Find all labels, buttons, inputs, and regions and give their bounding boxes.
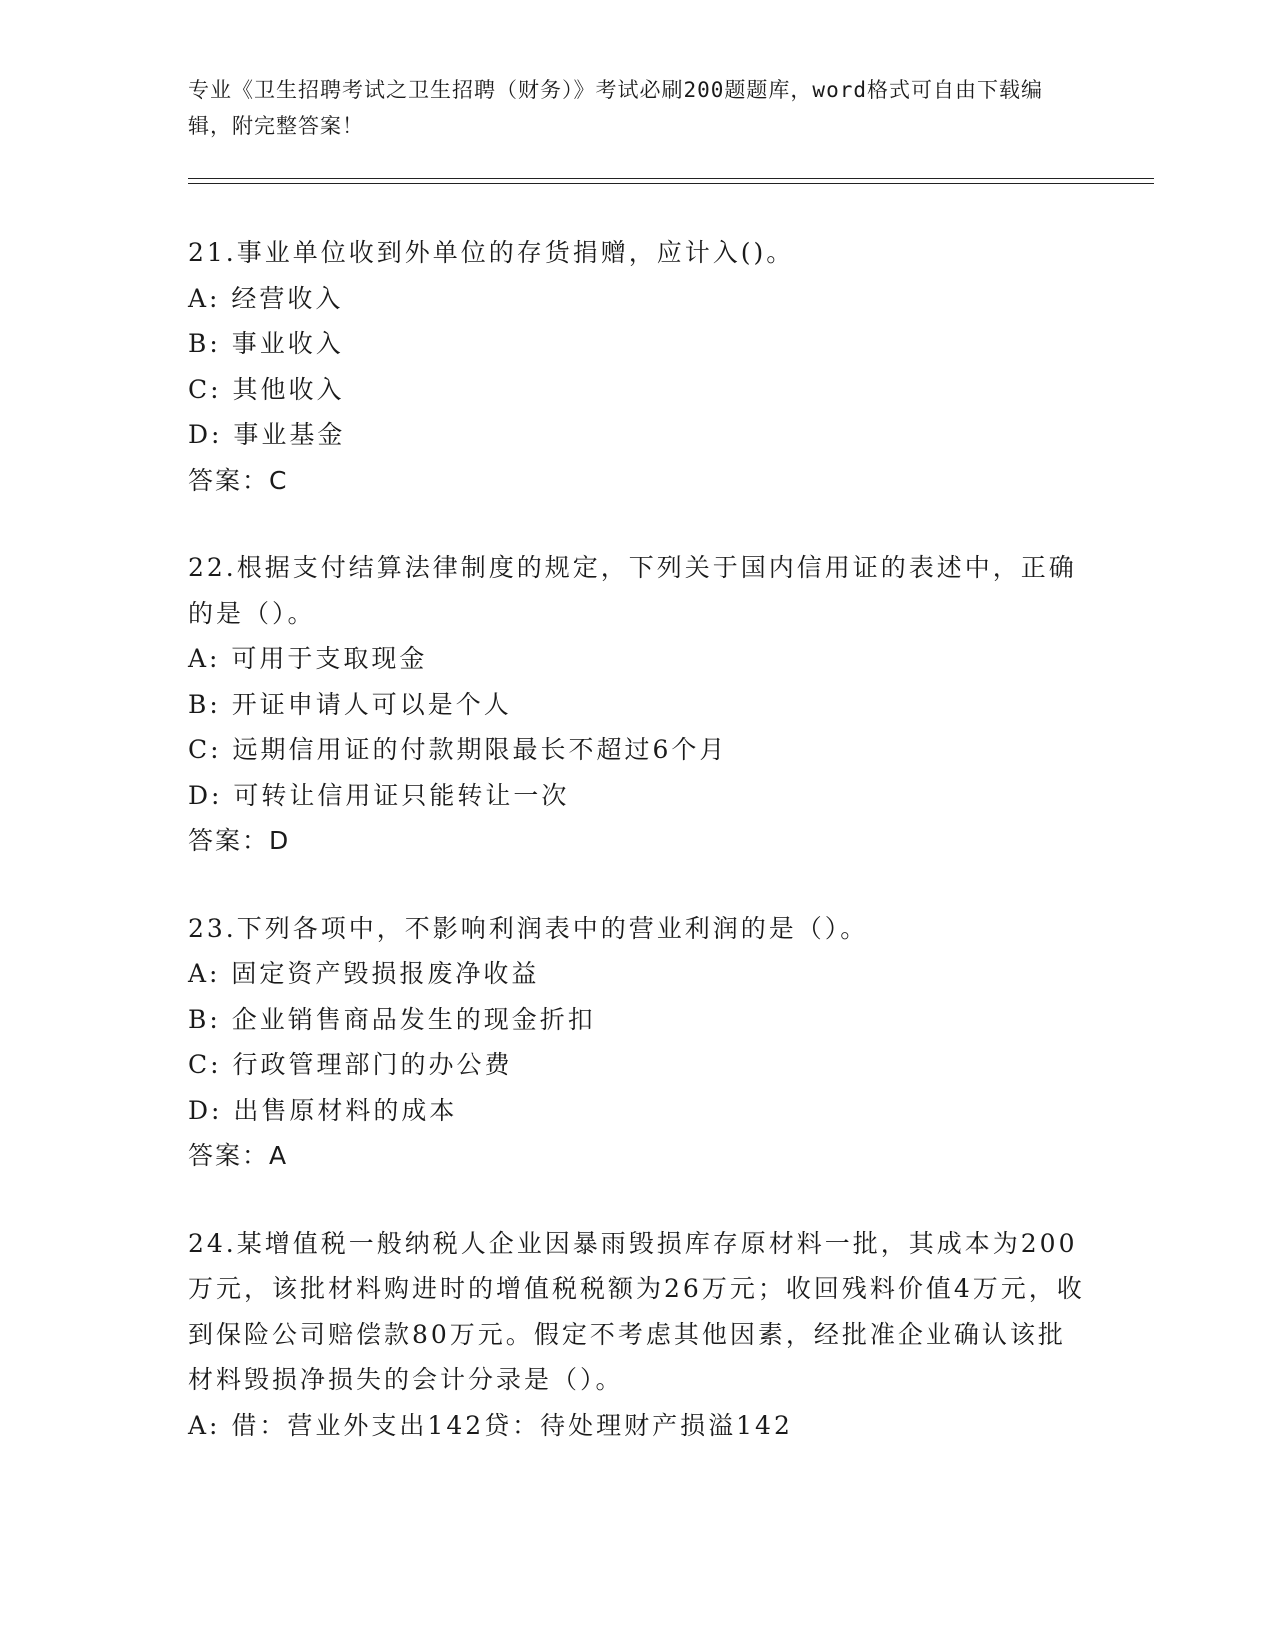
option-d: D: 事业基金 <box>188 420 346 449</box>
option-a: A: 借：营业外支出142贷：待处理财产损溢142 <box>188 1410 793 1440</box>
option-a: A: 固定资产毁损报废净收益 <box>188 959 540 988</box>
question-stem: 21.事业单位收到外单位的存货捐赠，应计入()。 <box>188 238 795 267</box>
question-24 <box>188 1221 1088 1449</box>
question-stem: 23.下列各项中，不影响利润表中的营业利润的是（）。 <box>188 913 869 943</box>
question-stem: 24.某增值税一般纳税人企业因暴雨毁损库存原材料一批，其成本为200万元，该批材料购进时的增值税税额为26万元；收回残料价值4万元，收到保险公司赔偿款80万元。假定不考虑其他因素，经批准企业确认该批材料毁损净损失的会计分录是（）。 <box>188 1228 1085 1394</box>
option-b: B: 企业销售商品发生的现金折扣 <box>188 1004 596 1034</box>
header-divider-top <box>188 178 1154 179</box>
question-list <box>188 230 1088 1490</box>
option-a: A: 经营收入 <box>188 283 344 313</box>
option-a: A: 可用于支取现金 <box>188 644 428 673</box>
option-d: D: 可转让信用证只能转让一次 <box>188 780 570 810</box>
answer: 答案：C <box>188 465 289 495</box>
question-21 <box>188 230 1088 503</box>
option-c: C: 其他收入 <box>188 374 345 404</box>
option-c: C: 行政管理部门的办公费 <box>188 1050 513 1079</box>
document-header <box>188 72 1068 144</box>
option-d: D: 出售原材料的成本 <box>188 1095 458 1125</box>
option-b: B: 开证申请人可以是个人 <box>188 689 512 719</box>
question-stem: 22.根据支付结算法律制度的规定，下列关于国内信用证的表述中，正确的是（）。 <box>188 553 1077 628</box>
option-c: C: 远期信用证的付款期限最长不超过6个月 <box>188 735 728 764</box>
header-divider-bottom <box>188 183 1154 184</box>
answer: 答案：D <box>188 826 291 855</box>
question-22 <box>188 545 1088 864</box>
question-23 <box>188 906 1088 1179</box>
answer: 答案：A <box>188 1141 289 1170</box>
option-b: B: 事业收入 <box>188 329 344 358</box>
header-text: 专业《卫生招聘考试之卫生招聘（财务）》考试必刷200题题库，word格式可自由下载编辑，附完整答案！ <box>188 78 1043 138</box>
